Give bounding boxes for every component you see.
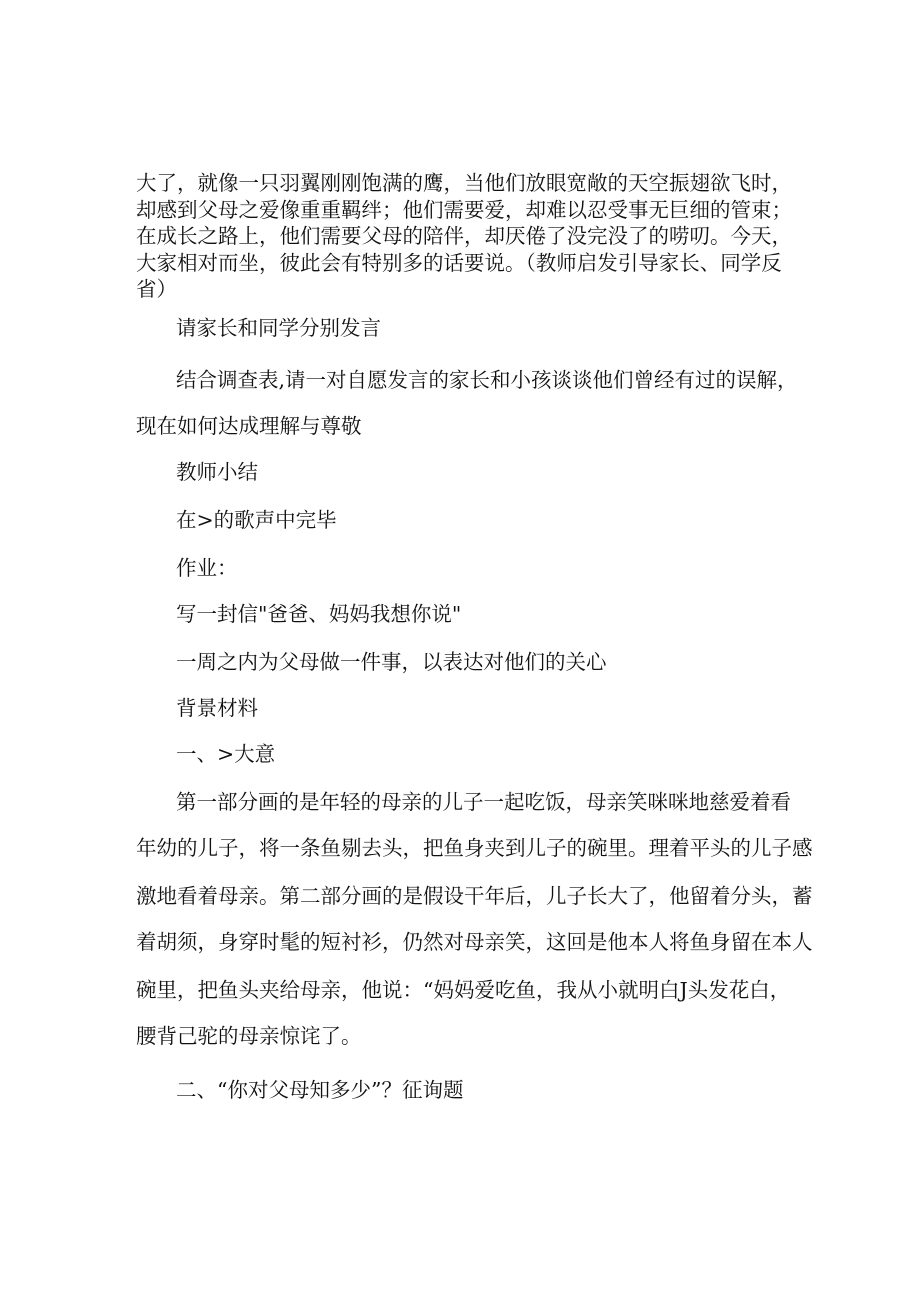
homework-label: 作业： (176, 556, 238, 580)
story-line: 第一部分画的是年轻的母亲的儿子一起吃饭，母亲笑咪咪地慈爱着看 (176, 790, 791, 814)
speak-heading: 请家长和同学分别发言 (176, 316, 381, 340)
story-line: 激地看着母亲。第二部分画的是假设干年后，儿子长大了，他留着分头，蓄 (136, 884, 813, 908)
story-line: 腰背己驼的母亲惊诧了。 (136, 1024, 362, 1048)
homework-item-1: 写一封信"爸爸、妈妈我想你说" (176, 602, 462, 626)
section-2-title: 二、“你对父母知多少”？征询题 (176, 1078, 464, 1102)
song-end-line: 在>的歌声中完毕 (176, 508, 337, 532)
story-line: 着胡须，身穿时髦的短衬衫，仍然对母亲笑，这回是他本人将鱼身留在本人 (136, 930, 813, 954)
intro-line: 却感到父母之爱像重重羁绊；他们需要爱，却难以忍受事无巨细的管束； (136, 197, 792, 222)
intro-paragraph (136, 170, 796, 303)
section-1-title: 一、>大意 (176, 742, 276, 766)
intro-line: 省） (136, 277, 177, 301)
intro-line: 在成长之路上，他们需要父母的陪伴，却厌倦了没完没了的唠叨。今天， (136, 224, 792, 248)
story-line: 年幼的儿子，将一条鱼剔去头，把鱼身夹到儿子的碗里。理着平头的儿子感 (136, 836, 813, 860)
intro-line: 大了，就像一只羽翼刚刚饱满的鹰，当他们放眼宽敞的天空振翅欲飞时， (136, 171, 792, 195)
background-label: 背景材料 (176, 696, 258, 720)
homework-item-2: 一周之内为父母做一件事，以表达对他们的关心 (176, 650, 607, 674)
survey-line-2: 现在如何达成理解与尊敬 (136, 414, 362, 438)
survey-line-1: 结合调查表,请一对自愿发言的家长和小孩谈谈他们曾经有过的误解， (176, 368, 798, 392)
intro-line: 大家相对而坐，彼此会有特别多的话要说。（教师启发引导家长、同学反 (136, 250, 782, 275)
story-line: 碗里，把鱼头夹给母亲，他说：“妈妈爱吃鱼，我从小就明白J头发花白， (136, 978, 791, 1002)
teacher-summary: 教师小结 (176, 460, 258, 484)
